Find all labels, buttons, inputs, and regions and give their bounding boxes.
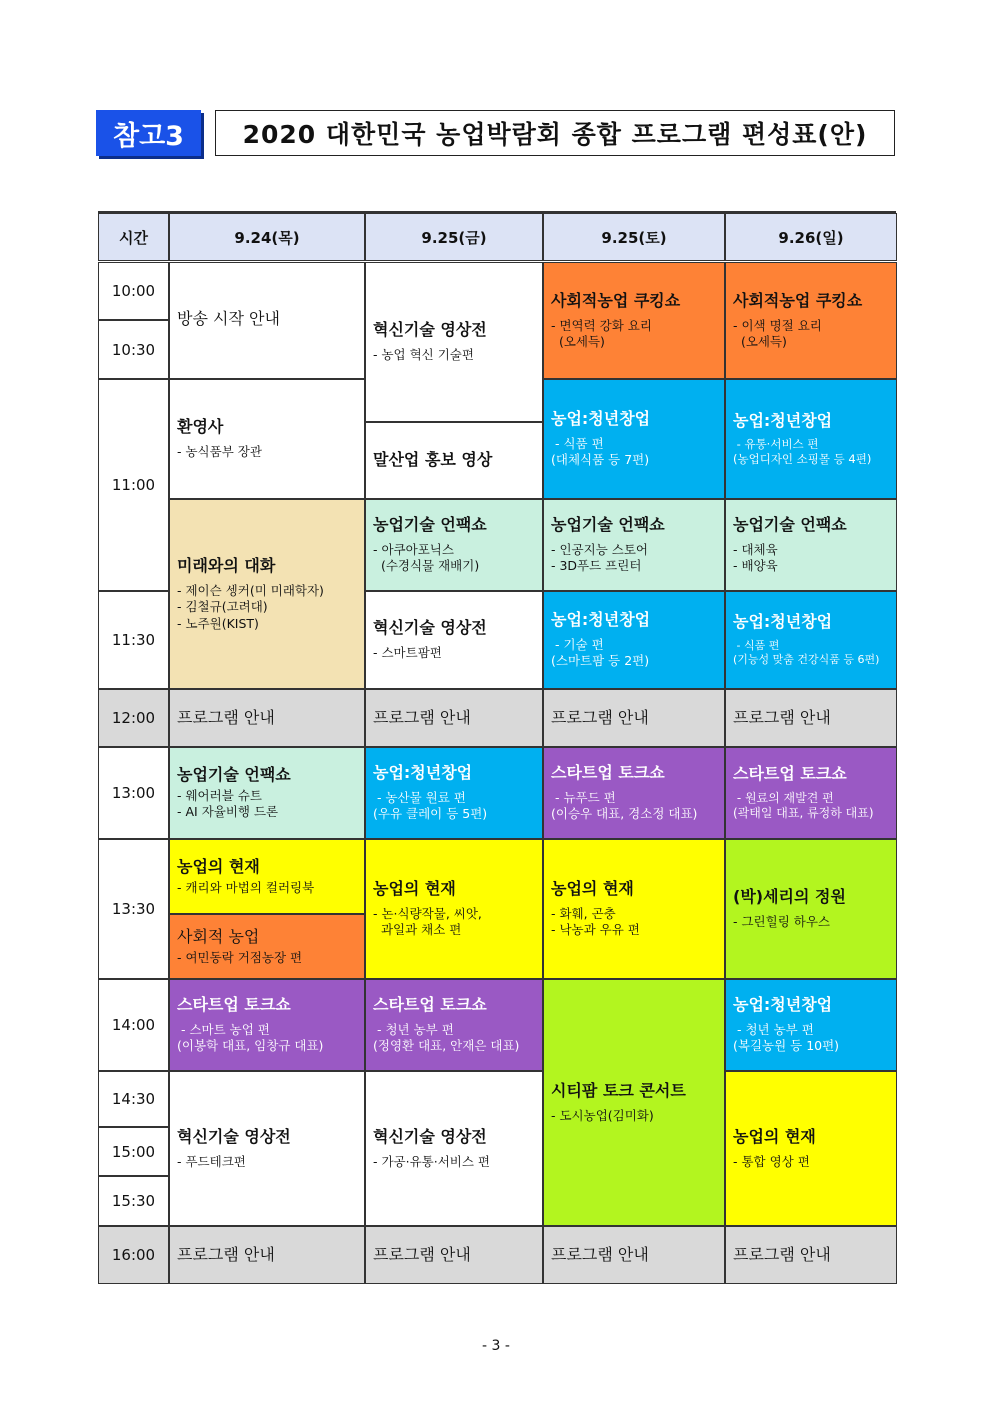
program-detail: - 통합 영상 편	[733, 1153, 810, 1169]
program-detail: - 식품 편 (기능성 맞춤 건강식품 등 6편)	[733, 639, 880, 667]
program-title: 프로그램 안내	[177, 707, 275, 727]
time-1000: 10:00	[98, 262, 169, 320]
program-title: 농업기술 언팩쇼	[551, 515, 665, 535]
reference-tag: 참고3	[96, 110, 201, 156]
program-social-agri	[169, 914, 365, 979]
program-title: 프로그램 안내	[733, 1244, 831, 1264]
program-youth-startup	[365, 747, 543, 839]
program-title: 프로그램 안내	[177, 1244, 275, 1264]
program-title: 사회적농업 쿠킹쇼	[733, 290, 863, 310]
program-agri-today	[169, 839, 365, 914]
program-horse-video	[365, 422, 543, 499]
program-notice-noon	[543, 689, 725, 747]
program-startup-talk	[169, 979, 365, 1071]
program-notice-noon	[169, 689, 365, 747]
header-day2: 9.25(금)	[365, 213, 543, 261]
program-title: 농업의 현재	[733, 1126, 816, 1146]
program-title: 농업:청년창업	[551, 610, 651, 630]
program-detail: - 청년 농부 편 (정영환 대표, 안재은 대표)	[373, 1022, 520, 1054]
program-title: 프로그램 안내	[551, 1244, 649, 1264]
program-startup-talk	[543, 747, 725, 839]
program-title: (박)세리의 정원	[733, 887, 846, 907]
program-detail: - 여민동락 거점농장 편	[177, 949, 303, 965]
program-notice-end	[365, 1226, 543, 1284]
program-innovation-video	[365, 262, 543, 422]
time-1400: 14:00	[98, 979, 169, 1071]
program-detail: - 뉴푸드 편 (이승우 대표, 경소정 대표)	[551, 790, 698, 822]
program-agri-today	[365, 839, 543, 979]
page-number: - 3 -	[482, 1338, 510, 1354]
program-detail: - 가공·유통·서비스 편	[373, 1153, 491, 1169]
program-title: 스타트업 토크쇼	[733, 764, 847, 783]
program-notice-end	[169, 1226, 365, 1284]
program-youth-startup	[725, 591, 897, 689]
program-detail: - 면역력 강화 요리 (오세득)	[551, 317, 652, 349]
program-youth-startup	[543, 591, 725, 689]
program-youth-startup	[725, 379, 897, 499]
time-1300: 13:00	[98, 747, 169, 839]
program-innovation-video	[365, 1071, 543, 1226]
program-title: 농업:청년창업	[373, 763, 473, 783]
time-1500: 15:00	[98, 1127, 169, 1176]
program-tech-unpack	[543, 499, 725, 591]
program-title: 프로그램 안내	[551, 707, 649, 727]
header-day3: 9.25(토)	[543, 213, 725, 261]
program-detail: - 대체육 - 배양육	[733, 542, 778, 574]
program-title: 혁신기술 영상전	[373, 1126, 487, 1146]
program-youth-startup	[725, 979, 897, 1071]
program-title: 시티팜 토크 콘서트	[551, 1080, 686, 1100]
program-title: 방송 시작 안내	[177, 309, 280, 328]
time-1100: 11:00	[98, 379, 169, 591]
program-detail: - 화훼, 곤충 - 낙농과 우유 편	[551, 906, 640, 938]
time-1330: 13:30	[98, 839, 169, 979]
program-detail: - 스마트 농업 편 (이봉학 대표, 임창규 대표)	[177, 1022, 324, 1054]
program-cooking-show	[725, 262, 897, 379]
program-title: 스타트업 토크쇼	[551, 763, 665, 783]
time-1530: 15:30	[98, 1176, 169, 1226]
program-innovation-video	[169, 1071, 365, 1226]
program-city-farm-concert	[543, 979, 725, 1226]
program-detail: - 웨어러블 슈트 - AI 자율비행 드론	[177, 788, 279, 820]
program-title: 농업의 현재	[177, 856, 260, 876]
program-detail: - 식품 편 (대체식품 등 7편)	[551, 436, 650, 468]
program-detail: - 농식품부 장관	[177, 444, 262, 460]
header-time: 시간	[98, 213, 169, 261]
program-title: 프로그램 안내	[373, 707, 471, 727]
program-detail: - 캐리와 마법의 컬러링북	[177, 879, 315, 895]
program-detail: - 유통·서비스 편 (농업디자인 소핑몰 등 4편)	[733, 437, 872, 467]
program-title: 혁신기술 영상전	[177, 1126, 291, 1146]
program-detail: - 청년 농부 편 (복길농원 등 10편)	[733, 1022, 840, 1054]
program-title: 말산업 홍보 영상	[373, 450, 493, 470]
program-title: 혁신기술 영상전	[373, 618, 487, 638]
program-title: 농업기술 언팩쇼	[177, 765, 291, 785]
program-detail: - 논·식량작물, 씨앗, 과일과 채소 편	[373, 906, 482, 938]
program-detail: - 농산물 원료 편 (우유 클레이 등 5편)	[373, 790, 488, 822]
program-detail: - 스마트팜편	[373, 645, 442, 661]
program-title: 혁신기술 영상전	[373, 320, 487, 340]
program-notice-end	[543, 1226, 725, 1284]
program-youth-startup	[543, 379, 725, 499]
program-tech-unpack	[725, 499, 897, 591]
time-1600: 16:00	[98, 1226, 169, 1284]
time-1200: 12:00	[98, 689, 169, 747]
program-notice-noon	[365, 689, 543, 747]
header-day1: 9.24(목)	[169, 213, 365, 261]
program-detail: - 이색 명절 요리 (오세득)	[733, 317, 822, 349]
program-title: 농업:청년창업	[733, 612, 833, 632]
time-1030: 10:30	[98, 320, 169, 379]
program-detail: - 농업 혁신 기술편	[373, 347, 474, 363]
program-title: 농업기술 언팩쇼	[373, 515, 487, 535]
program-agri-today	[725, 1071, 897, 1226]
program-seri-garden	[725, 839, 897, 979]
program-title: 프로그램 안내	[733, 707, 831, 727]
time-1130: 11:30	[98, 591, 169, 689]
header-day4: 9.26(일)	[725, 213, 897, 261]
program-detail: - 도시농업(김미화)	[551, 1107, 654, 1123]
program-broadcast-start	[169, 262, 365, 379]
program-startup-talk	[725, 747, 897, 839]
program-title: 농업의 현재	[551, 879, 634, 899]
program-tech-unpack	[169, 747, 365, 839]
program-detail: - 인공지능 스토어 - 3D푸드 프린터	[551, 542, 648, 574]
program-title: 농업:청년창업	[733, 410, 833, 430]
program-detail: - 아쿠아포닉스 (수경식물 재배기)	[373, 542, 480, 574]
program-detail: - 제이슨 셍커(미 미래학자) - 김철규(고려대) - 노주원(KIST)	[177, 583, 324, 631]
program-title: 사회적 농업	[177, 926, 260, 946]
program-cooking-show	[543, 262, 725, 379]
program-detail: - 원료의 재발견 편 (곽태일 대표, 류정하 대표)	[733, 790, 874, 821]
program-innovation-video	[365, 591, 543, 689]
program-title: 환영사	[177, 417, 224, 437]
program-detail: - 그린힐링 하우스	[733, 914, 830, 930]
program-title: 프로그램 안내	[373, 1244, 471, 1264]
program-welcome	[169, 379, 365, 499]
program-future-talk	[169, 499, 365, 689]
program-agri-today	[543, 839, 725, 979]
program-title: 스타트업 토크쇼	[177, 995, 291, 1015]
time-1430: 14:30	[98, 1071, 169, 1127]
program-detail: - 푸드테크편	[177, 1153, 246, 1169]
program-notice-noon	[725, 689, 897, 747]
program-tech-unpack	[365, 499, 543, 591]
program-title: 농업기술 언팩쇼	[733, 515, 847, 535]
program-title: 농업:청년창업	[733, 995, 833, 1015]
program-title: 사회적농업 쿠킹쇼	[551, 290, 681, 310]
program-detail: - 기술 편 (스마트팜 등 2편)	[551, 637, 650, 669]
program-startup-talk	[365, 979, 543, 1071]
program-title: 미래와의 대화	[177, 556, 276, 576]
program-title: 스타트업 토크쇼	[373, 995, 487, 1015]
program-title: 농업:청년창업	[551, 409, 651, 429]
program-title: 농업의 현재	[373, 879, 456, 899]
program-notice-end	[725, 1226, 897, 1284]
page-title: 2020 대한민국 농업박람회 종합 프로그램 편성표(안)	[215, 110, 895, 156]
